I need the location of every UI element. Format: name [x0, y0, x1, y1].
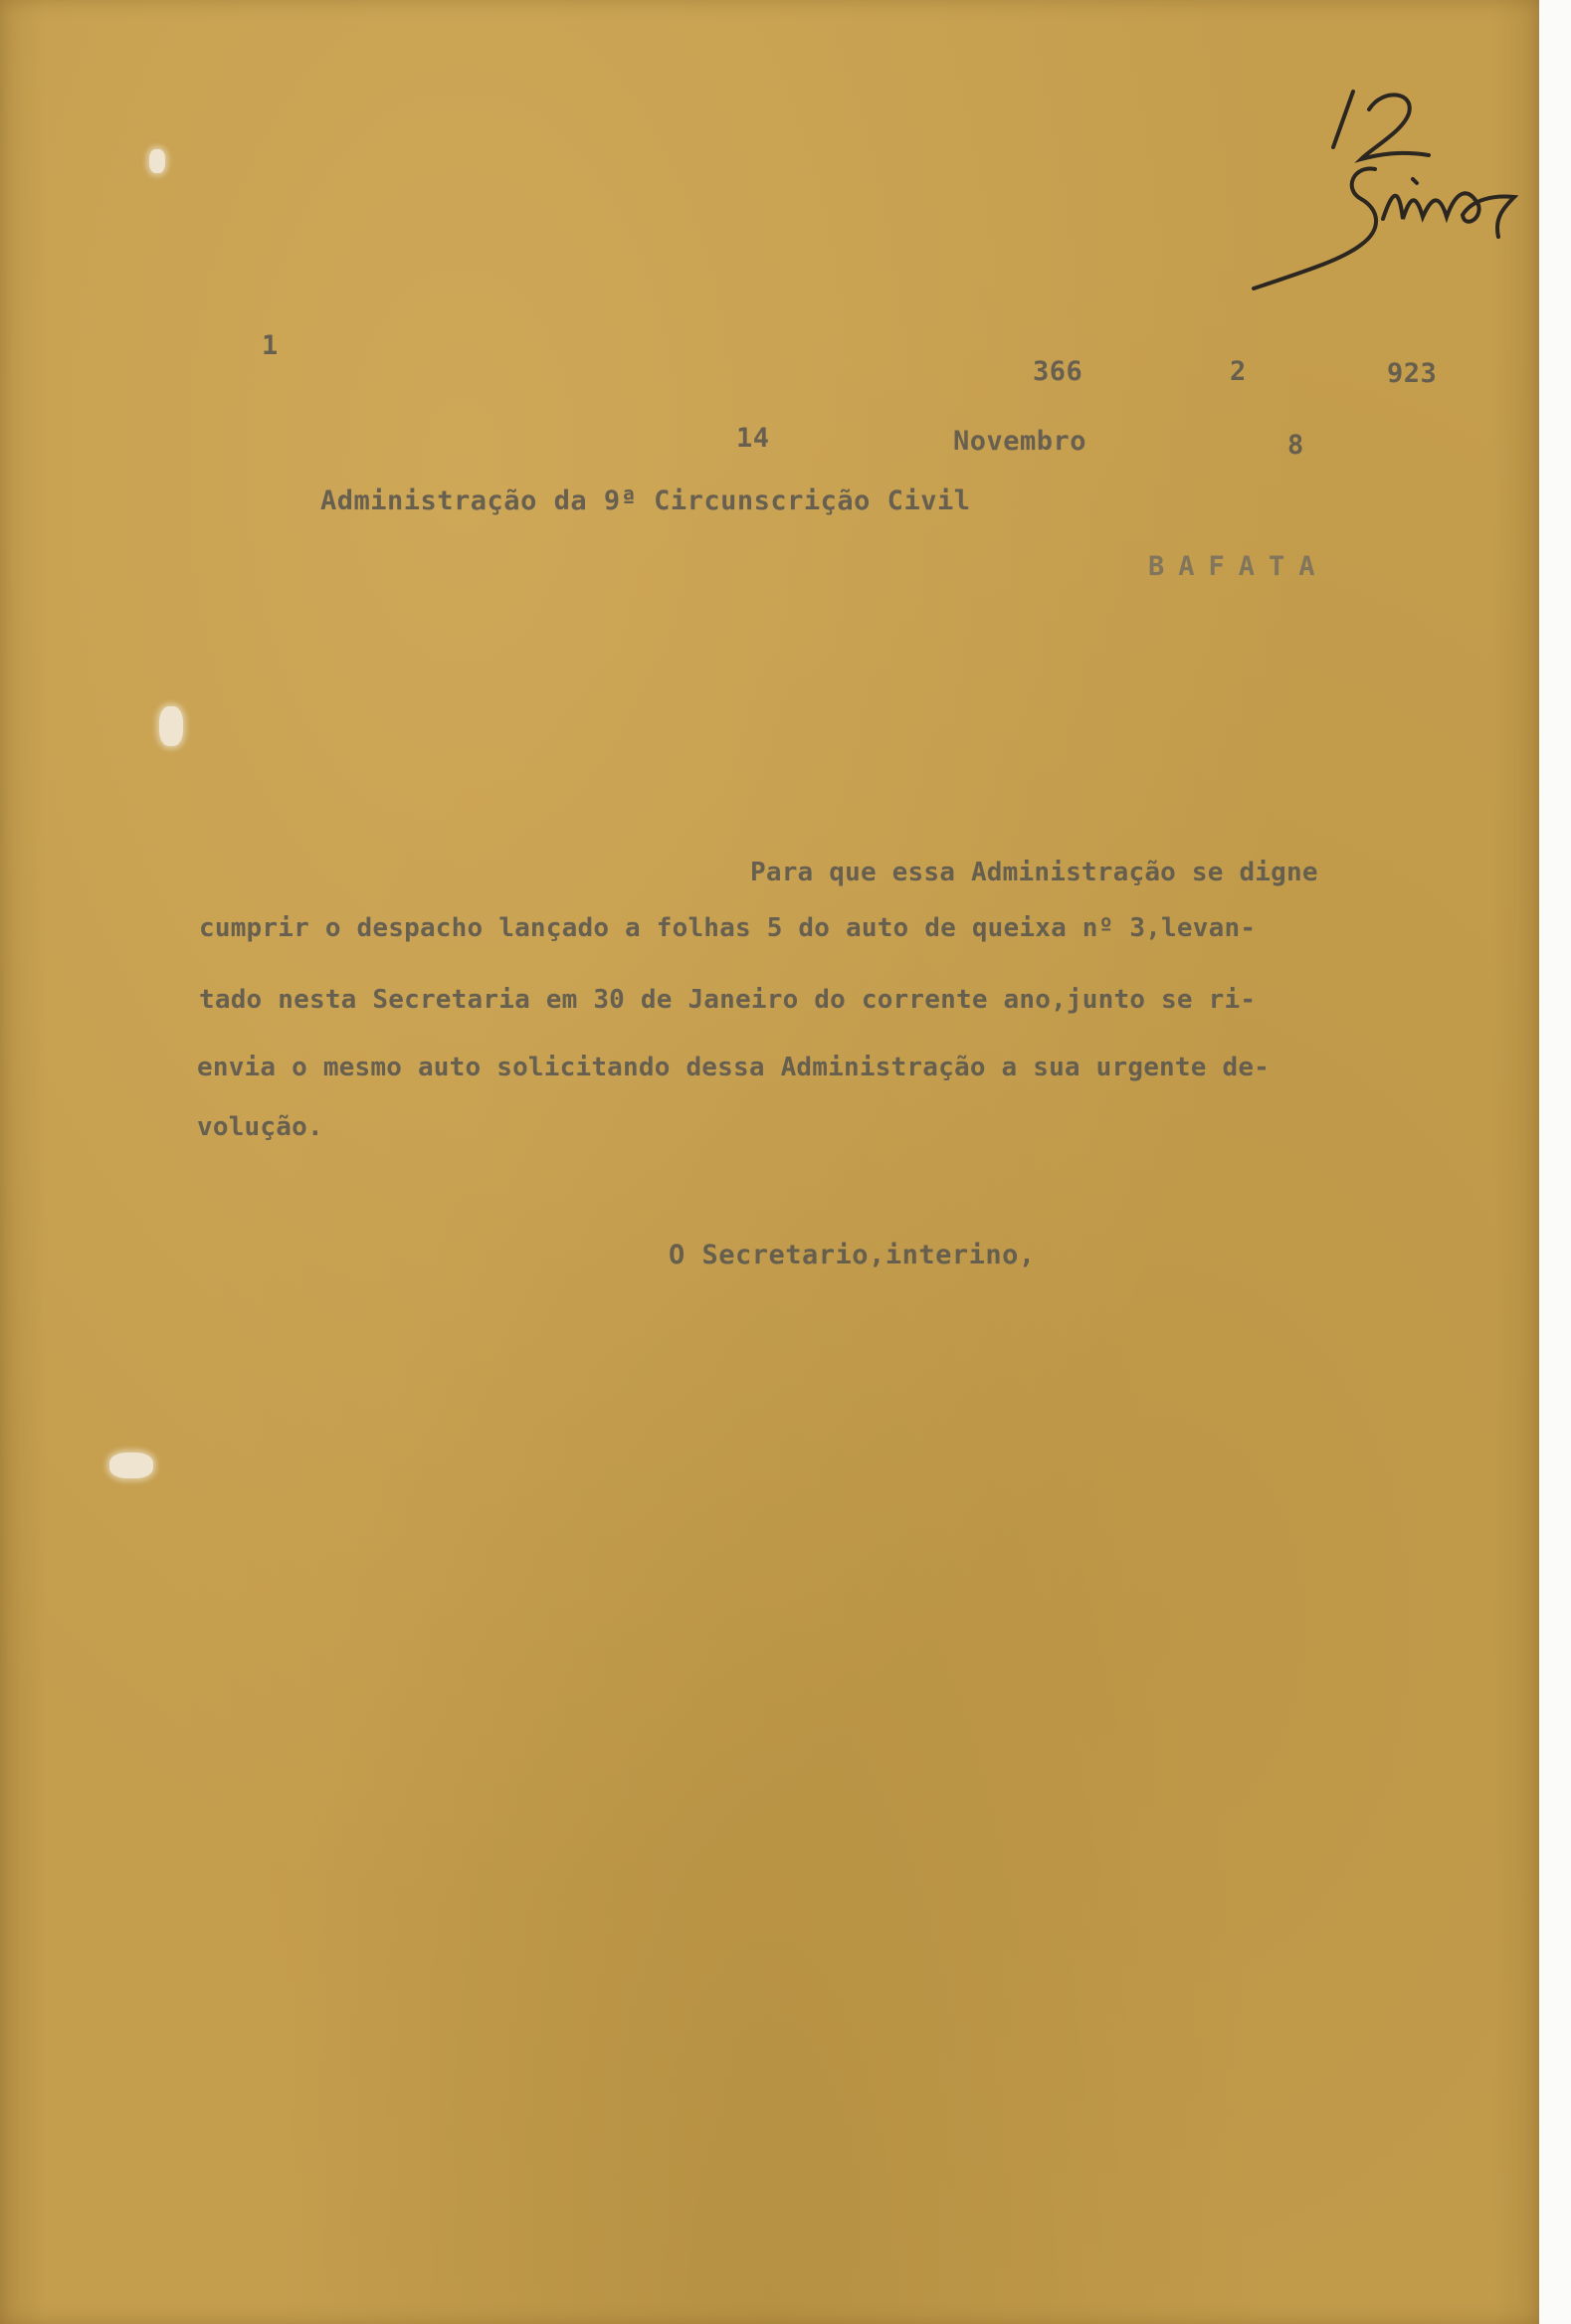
folio-handwriting [1234, 70, 1532, 308]
paper-hole [149, 149, 165, 173]
paper-hole [159, 706, 183, 746]
header-seq: 1 [262, 330, 279, 361]
body-line: cumprir o despacho lançado a folhas 5 do auto de queixa nº 3,levan- [199, 913, 1257, 943]
body-line: tado nesta Secretaria em 30 de Janeiro do corrente ano,junto se ri- [199, 985, 1257, 1015]
header-ref-series: 2 [1230, 356, 1247, 387]
header-month: Novembro [953, 426, 1087, 457]
body-line: volução. [197, 1112, 323, 1142]
header-ref-number: 366 [1033, 356, 1083, 387]
signoff: O Secretario,interino, [669, 1240, 1036, 1270]
header-day: 14 [736, 423, 770, 454]
addressee-line: Administração da 9ª Circunscrição Civil [320, 485, 971, 516]
header-count: 8 [1287, 430, 1304, 461]
body-line: envia o mesmo auto solicitando dessa Administração a sua urgente de- [197, 1053, 1271, 1082]
addressee-place: BAFATA [1148, 551, 1329, 582]
header-year: 923 [1387, 358, 1438, 389]
body-line: Para que essa Administração se digne [750, 858, 1318, 887]
paper-hole [109, 1452, 153, 1478]
